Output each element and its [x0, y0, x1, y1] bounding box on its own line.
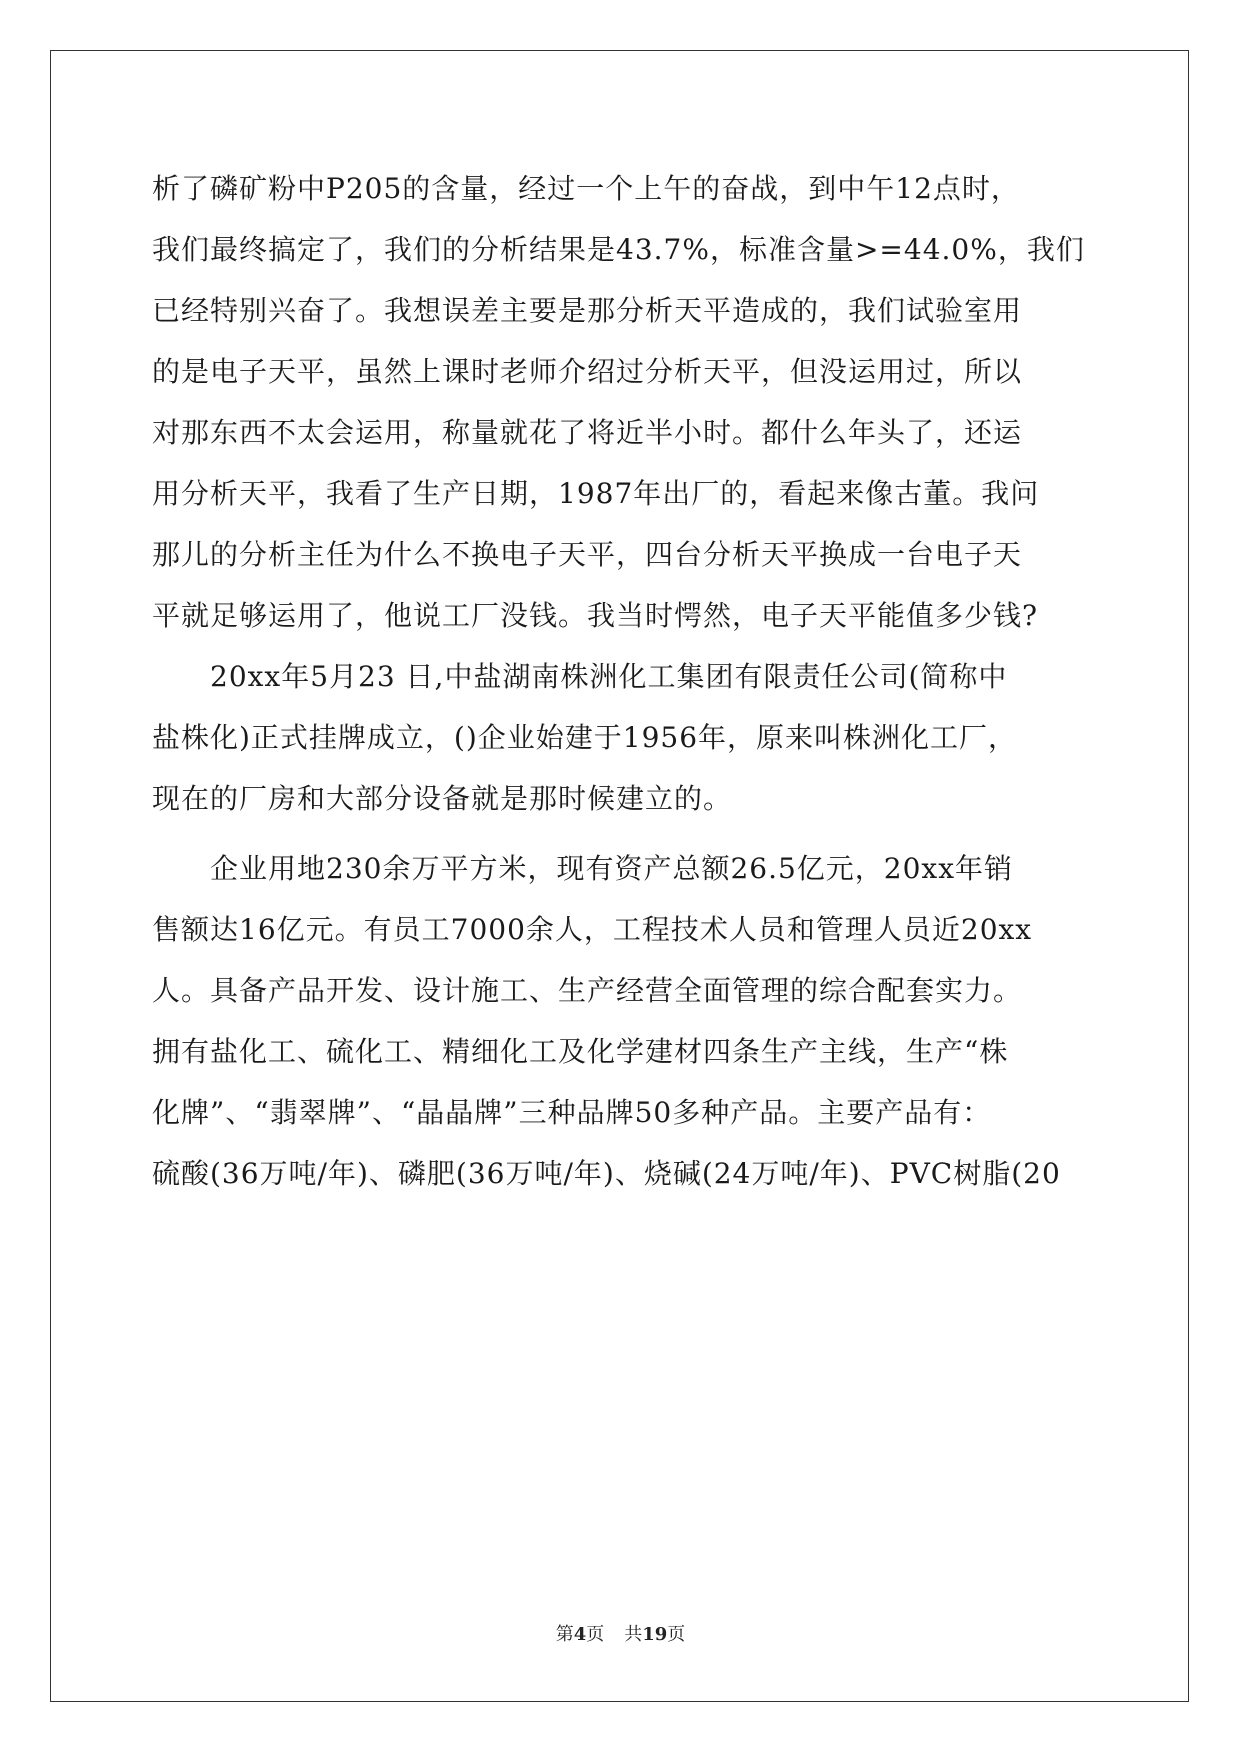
text-line: 盐株化)正式挂牌成立，()企业始建于1956年，原来叫株洲化工厂， — [152, 721, 1018, 754]
page-number-suffix: 页 — [586, 1624, 605, 1645]
document-body — [152, 158, 1092, 1204]
text-line: 的是电子天平，虽然上课时老师介绍过分析天平，但没运用过，所以 — [152, 355, 1023, 388]
total-pages-prefix: 共 — [624, 1624, 643, 1645]
text-line: 硫酸(36万吨/年)、磷肥(36万吨/年)、烧碱(24万吨/年)、PVC树脂(20 — [152, 1157, 1061, 1190]
paragraph-3 — [152, 838, 1092, 1204]
text-line: 析了磷矿粉中P205的含量，经过一个上午的奋战，到中午12点时， — [152, 172, 1020, 205]
paragraph-gap — [152, 829, 1092, 838]
total-pages-suffix: 页 — [667, 1624, 686, 1645]
text-line: 拥有盐化工、硫化工、精细化工及化学建材四条生产主线，生产“株 — [152, 1035, 1009, 1068]
current-page-number: 4 — [573, 1624, 587, 1645]
text-line: 现在的厂房和大部分设备就是那时候建立的。 — [152, 782, 733, 815]
text-line: 售额达16亿元。有员工7000余人，工程技术人员和管理人员近20xx — [152, 913, 1033, 946]
page-footer — [0, 1620, 1241, 1646]
text-line: 已经特别兴奋了。我想误差主要是那分析天平造成的，我们试验室用 — [152, 294, 1023, 327]
text-line: 20xx年5月23 日,中盐湖南株洲化工集团有限责任公司(简称中 — [152, 660, 1008, 693]
page-number-prefix: 第 — [555, 1624, 574, 1645]
total-pages-number: 19 — [642, 1624, 668, 1645]
text-line: 化牌”、“翡翠牌”、“晶晶牌”三种品牌50多种产品。主要产品有： — [152, 1096, 992, 1129]
text-line: 我们最终搞定了，我们的分析结果是43.7%，标准含量>=44.0%，我们 — [152, 233, 1085, 266]
text-line: 人。具备产品开发、设计施工、生产经营全面管理的综合配套实力。 — [152, 974, 1023, 1007]
paragraph-2 — [152, 646, 1092, 829]
text-line: 平就足够运用了，他说工厂没钱。我当时愕然，电子天平能值多少钱? — [152, 599, 1039, 632]
text-line: 对那东西不太会运用，称量就花了将近半小时。都什么年头了，还运 — [152, 416, 1023, 449]
text-line: 那儿的分析主任为什么不换电子天平，四台分析天平换成一台电子天 — [152, 538, 1023, 571]
text-line: 用分析天平，我看了生产日期，1987年出厂的，看起来像古董。我问 — [152, 477, 1040, 510]
paragraph-1 — [152, 158, 1092, 646]
text-line: 企业用地230余万平方米，现有资产总额26.5亿元，20xx年销 — [152, 852, 1014, 885]
